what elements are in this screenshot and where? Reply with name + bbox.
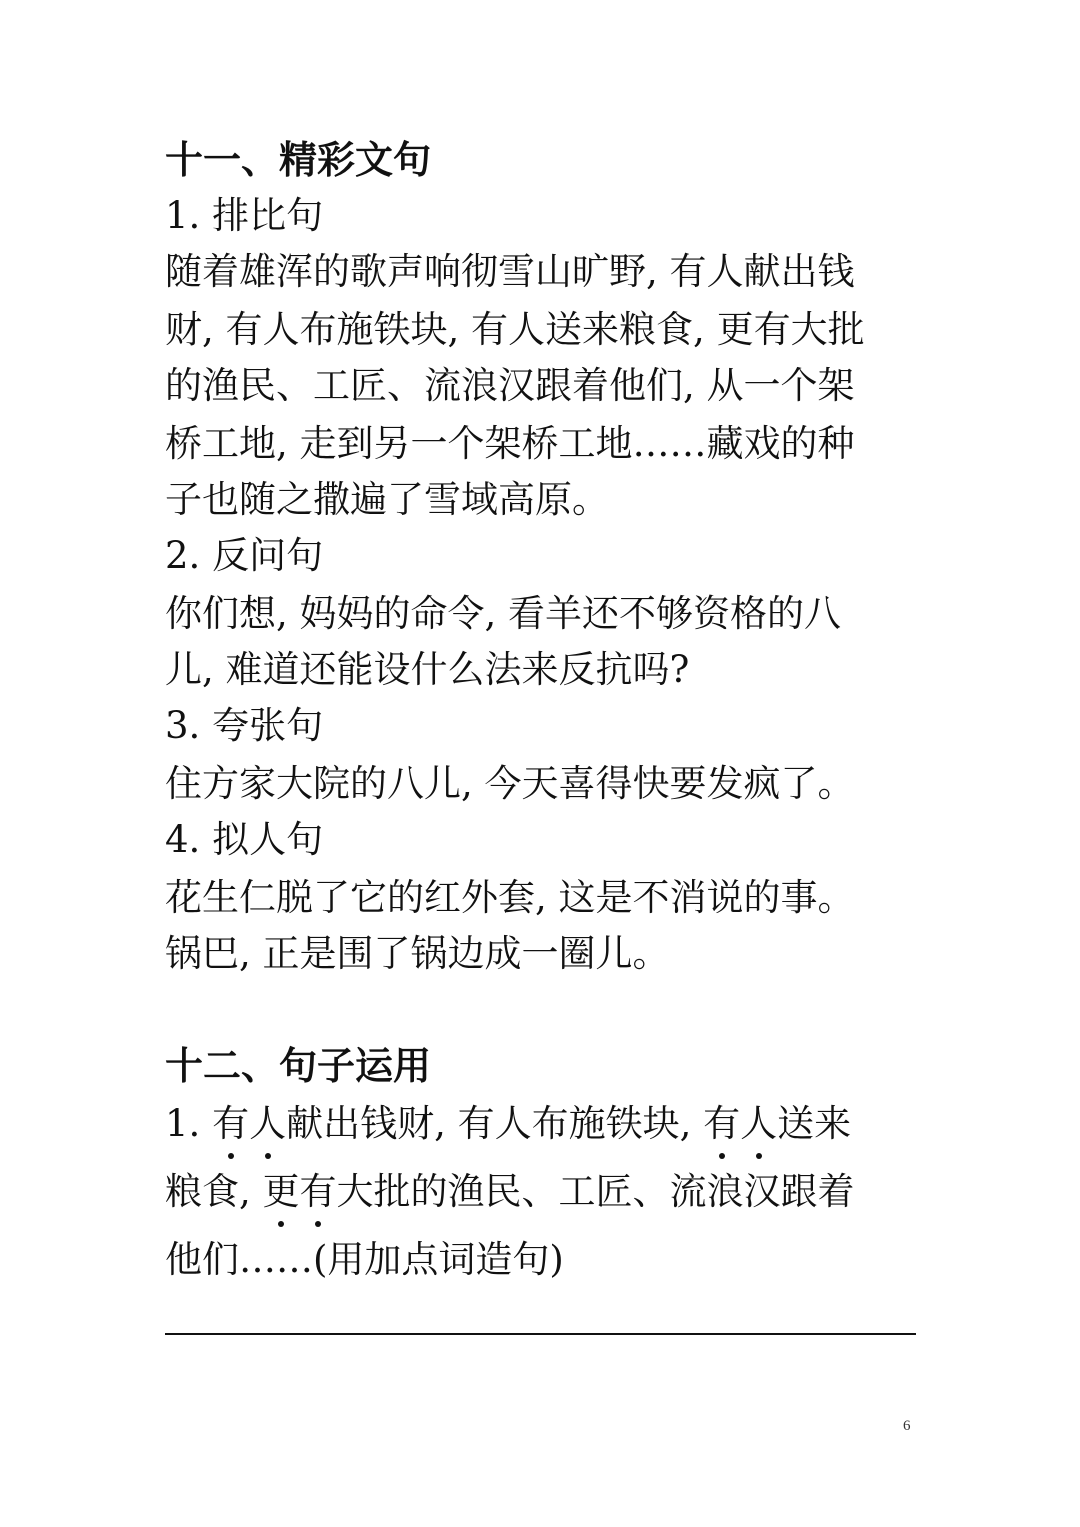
emphasis-dotted-char: 有 bbox=[703, 1100, 740, 1148]
item-1-text-line: 随着雄浑的歌声响彻雪山旷野, 有人献出钱 bbox=[165, 250, 855, 293]
item-3-text-line: 住方家大院的八儿, 今天喜得快要发疯了。 bbox=[165, 762, 855, 805]
item-2-heading: 2. 反问句 bbox=[165, 534, 324, 577]
question-1-line: 他们……(用加点词造句) bbox=[165, 1238, 564, 1281]
item-1-text-line: 的渔民、工匠、流浪汉跟着他们, 从一个架 bbox=[165, 364, 855, 407]
item-1-heading: 1. 排比句 bbox=[165, 194, 324, 237]
question-text: 献出钱财, 有人布施铁块, bbox=[286, 1102, 704, 1145]
question-number: 1. bbox=[165, 1102, 213, 1145]
emphasis-dotted-char: 有 bbox=[300, 1168, 337, 1216]
section-11-title: 十一、精彩文句 bbox=[165, 138, 432, 182]
section-12-title: 十二、句子运用 bbox=[165, 1044, 432, 1088]
emphasis-dotted-char: 更 bbox=[263, 1168, 300, 1216]
item-3-heading: 3. 夸张句 bbox=[165, 704, 324, 747]
question-text: 送来 bbox=[777, 1102, 852, 1145]
item-4-heading: 4. 拟人句 bbox=[165, 818, 324, 861]
emphasis-dotted-char: 有 bbox=[212, 1100, 249, 1148]
item-2-text-line: 你们想, 妈妈的命令, 看羊还不够资格的八 bbox=[165, 592, 842, 635]
question-text: 大批的渔民、工匠、流浪汉跟着 bbox=[336, 1170, 855, 1213]
item-1-text-line: 桥工地, 走到另一个架桥工地……藏戏的种 bbox=[165, 422, 855, 465]
question-1-line bbox=[165, 1100, 851, 1148]
emphasis-dotted-char: 人 bbox=[740, 1100, 777, 1148]
item-4-text-line: 花生仁脱了它的红外套, 这是不消说的事。 bbox=[165, 876, 855, 919]
item-1-text-line: 财, 有人布施铁块, 有人送来粮食, 更有大批 bbox=[165, 308, 865, 351]
item-4-text-line: 锅巴, 正是围了锅边成一圈儿。 bbox=[165, 932, 670, 975]
emphasis-dotted-char: 人 bbox=[249, 1100, 286, 1148]
question-1-line bbox=[165, 1168, 855, 1216]
item-1-text-line: 子也随之撒遍了雪域高原。 bbox=[165, 478, 609, 521]
item-2-text-line: 儿, 难道还能设什么法来反抗吗? bbox=[165, 648, 690, 691]
question-text: 粮食, bbox=[165, 1170, 263, 1213]
page-number: 6 bbox=[903, 1418, 911, 1434]
answer-line bbox=[165, 1333, 916, 1335]
